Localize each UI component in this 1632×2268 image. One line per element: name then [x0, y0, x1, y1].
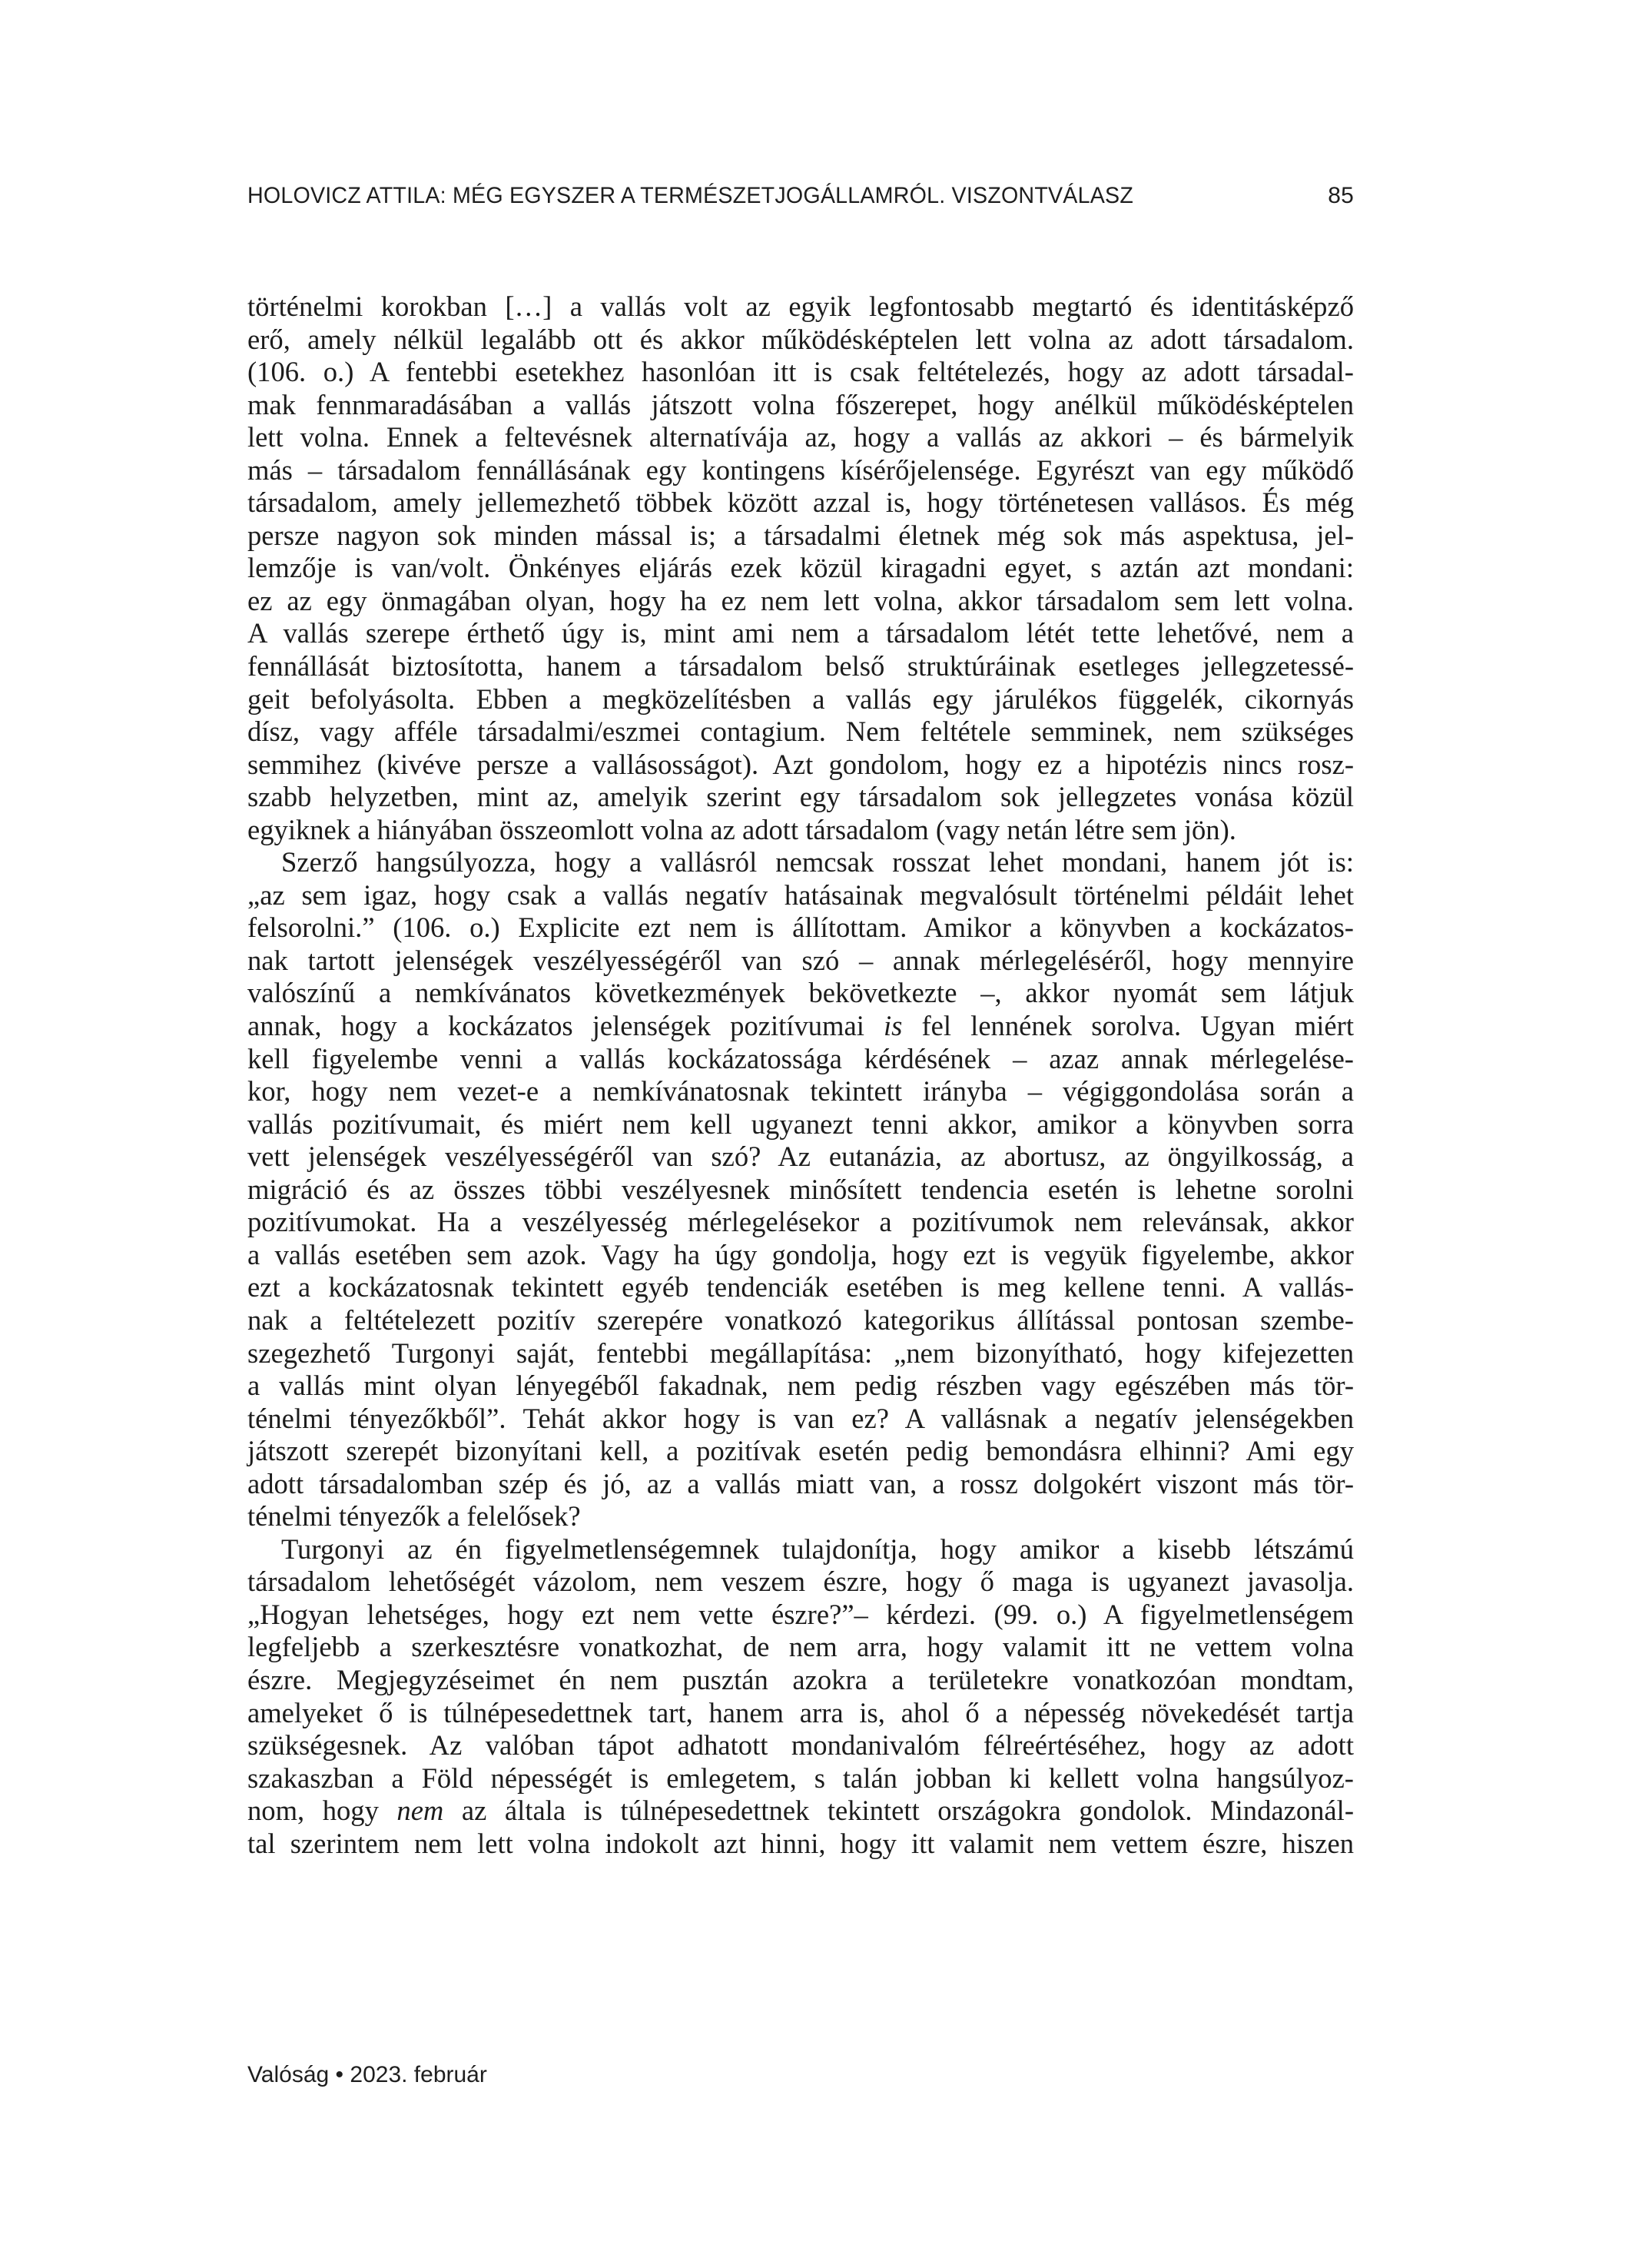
bullet-separator: • [335, 2062, 344, 2087]
text-line: geit befolyásolta. Ebben a megközelítésben a vallás egy járulékos függelék, cikornyás [247, 682, 1354, 715]
text-line: nak a feltételezett pozitív szerepére vonatkozó kategorikus állítással pontosan szembe- [247, 1303, 1354, 1336]
issue-date: 2023. február [350, 2062, 487, 2087]
text-line: „az sem igaz, hogy csak a vallás negatív hatásainak megvalósult történelmi példáit lehet [247, 878, 1354, 911]
journal-name: Valóság [247, 2062, 330, 2087]
text-segment: nom, hogy [247, 1795, 397, 1827]
text-line: ez az egy önmagában olyan, hogy ha ez nem lett volna, akkor társadalom sem lett volna. [247, 584, 1354, 616]
text-line: szegezhető Turgonyi saját, fentebbi megállapítása: „nem bizonyítható, hogy kifejezetten [247, 1337, 1354, 1369]
text-line: társadalom lehetőségét vázolom, nem veszem észre, hogy ő maga is ugyanezt javasolja. [247, 1566, 1354, 1598]
text-line: lett volna. Ennek a feltevésnek alternatívája az, hogy a vallás az akkori – és bármelyik [247, 421, 1354, 453]
text-line: a vallás mint olyan lényegéből fakadnak, nem pedig részben vagy egészében más tör- [247, 1370, 1354, 1402]
text-line: játszott szerepét bizonyítani kell, a pozitívak esetén pedig bemondásra elhinni? Ami egy [247, 1435, 1354, 1467]
text-line: szabb helyzetben, mint az, amelyik szerint egy társadalom sok jellegzetes vonása közül [247, 781, 1354, 813]
page-number: 85 [1328, 183, 1354, 208]
text-line: kor, hogy nem vezet-e a nemkívánatosnak tekintett irányba – végiggondolása során a [247, 1075, 1354, 1107]
text-segment: az általa is túlnépesedettnek tekintett országokra gondolok. Mindazonál- [443, 1795, 1355, 1827]
text-line: Turgonyi az én figyelmetlenségemnek tulajdonítja, hogy amikor a kisebb létszámú [281, 1532, 1354, 1565]
emphasis: is [884, 1010, 903, 1042]
text-line: a vallás esetében sem azok. Vagy ha úgy gondolja, hogy ezt is vegyük figyelembe, akkor [247, 1238, 1354, 1270]
text-line: nak tartott jelenségek veszélyességéről van szó – annak mérlegeléséről, hogy mennyire [247, 944, 1354, 976]
text-line: történelmi korokban […] a vallás volt az egyik legfontosabb megtartó és identitásképző [247, 291, 1354, 322]
text-segment: annak, hogy a kockázatos jelenségek pozitívumai [247, 1010, 884, 1042]
text-line: egyiknek a hiányában összeomlott volna az adott társadalom (vagy netán létre sem jön). [247, 813, 1236, 845]
text-line: amelyeket ő is túlnépesedettnek tart, hanem arra is, ahol ő a népesség növekedését tartja [247, 1696, 1354, 1728]
text-line: ezt a kockázatosnak tekintett egyéb tendenciák esetében is meg kellene tenni. A vallás- [247, 1271, 1354, 1303]
text-line: dísz, vagy afféle társadalmi/eszmei contagium. Nem feltétele semminek, nem szükséges [247, 716, 1354, 748]
text-line: „Hogyan lehetséges, hogy ezt nem vette észre?”– kérdezi. (99. o.) A figyelmetlenségem [247, 1598, 1354, 1630]
text-line: társadalom, amely jellemezhető többek között azzal is, hogy történetesen vallásos. És még [247, 486, 1354, 519]
text-line: valószínű a nemkívánatos következmények bekövetkezte –, akkor nyomát sem látjuk [247, 977, 1354, 1009]
text-line: fennállását biztosította, hanem a társadalom belső struktúráinak esetleges jellegzetessé- [247, 650, 1354, 682]
text-line: adott társadalomban szép és jó, az a vallás miatt van, a rossz dolgokért viszont más tör- [247, 1467, 1354, 1499]
page-footer [247, 2062, 487, 2088]
text-line: szakaszban a Föld népességét is emlegetem, s talán jobban ki kellett volna hangsúlyoz- [247, 1762, 1354, 1794]
text-line [247, 1795, 1354, 1828]
text-line [247, 1010, 1354, 1043]
text-line: (106. o.) A fentebbi esetekhez hasonlóan itt is csak feltételezés, hogy az adott társadal- [247, 356, 1354, 388]
text-line: szükségesnek. Az valóban tápot adhatott mondanivalóm félreértéséhez, hogy az adott [247, 1729, 1354, 1762]
text-line: ténelmi tényezőkből”. Tehát akkor hogy is van ez? A vallásnak a negatív jelenségekben [247, 1402, 1354, 1434]
text-line: migráció és az összes többi veszélyesnek minősített tendencia esetén is lehetne sorolni [247, 1173, 1354, 1205]
text-line: vett jelenségek veszélyességéről van szó? Az eutanázia, az abortusz, az öngyilkosság, a [247, 1141, 1354, 1173]
text-line: mak fennmaradásában a vallás játszott volna főszerepet, hogy anélkül működésképtelen [247, 388, 1354, 420]
text-line: felsorolni.” (106. o.) Explicite ezt nem is állítottam. Amikor a könyvben a kockázatos- [247, 912, 1354, 944]
text-line: persze nagyon sok minden mással is; a társadalmi életnek még sok más aspektusa, jel- [247, 519, 1354, 551]
text-line: más – társadalom fennállásának egy kontingens kísérőjelensége. Egyrészt van egy működő [247, 453, 1354, 486]
running-head [247, 183, 1354, 209]
text-line: ténelmi tényezők a felelősek? [247, 1500, 581, 1532]
text-line: A vallás szerepe érthető úgy is, mint ami nem a társadalom létét tette lehetővé, nem a [247, 617, 1354, 649]
text-line: tal szerintem nem lett volna indokolt azt hinni, hogy itt valamit nem vettem észre, hiszen [247, 1827, 1354, 1859]
article-body [247, 291, 1354, 1860]
emphasis: nem [396, 1795, 444, 1827]
text-line: pozitívumokat. Ha a veszélyesség mérlegelésekor a pozitívumok nem relevánsak, akkor [247, 1206, 1354, 1238]
running-title: HOLOVICZ ATTILA: MÉG EGYSZER A TERMÉSZETJOGÁLLAMRÓL. VISZONTVÁLASZ [247, 183, 1134, 208]
text-line: semmihez (kivéve persze a vallásosságot). Azt gondolom, hogy ez a hipotézis nincs rosz- [247, 748, 1354, 780]
text-line: vallás pozitívumait, és miért nem kell ugyanezt tenni akkor, amikor a könyvben sorra [247, 1107, 1354, 1140]
text-line: észre. Megjegyzéseimet én nem pusztán azokra a területekre vonatkozóan mondtam, [247, 1663, 1354, 1695]
text-line: legfeljebb a szerkesztésre vonatkozhat, de nem arra, hogy valamit itt ne vettem volna [247, 1631, 1354, 1663]
text-line: Szerző hangsúlyozza, hogy a vallásról nemcsak rosszat lehet mondani, hanem jót is: [281, 846, 1354, 878]
text-line: erő, amely nélkül legalább ott és akkor működésképtelen lett volna az adott társadalom. [247, 323, 1354, 355]
text-line: lemzője is van/volt. Önkényes eljárás ezek közül kiragadni egyet, s aztán azt mondani: [247, 552, 1354, 584]
text-segment: fel lennének sorolva. Ugyan miért [902, 1010, 1354, 1042]
text-line: kell figyelembe venni a vallás kockázatossága kérdésének – azaz annak mérlegelése- [247, 1042, 1354, 1074]
